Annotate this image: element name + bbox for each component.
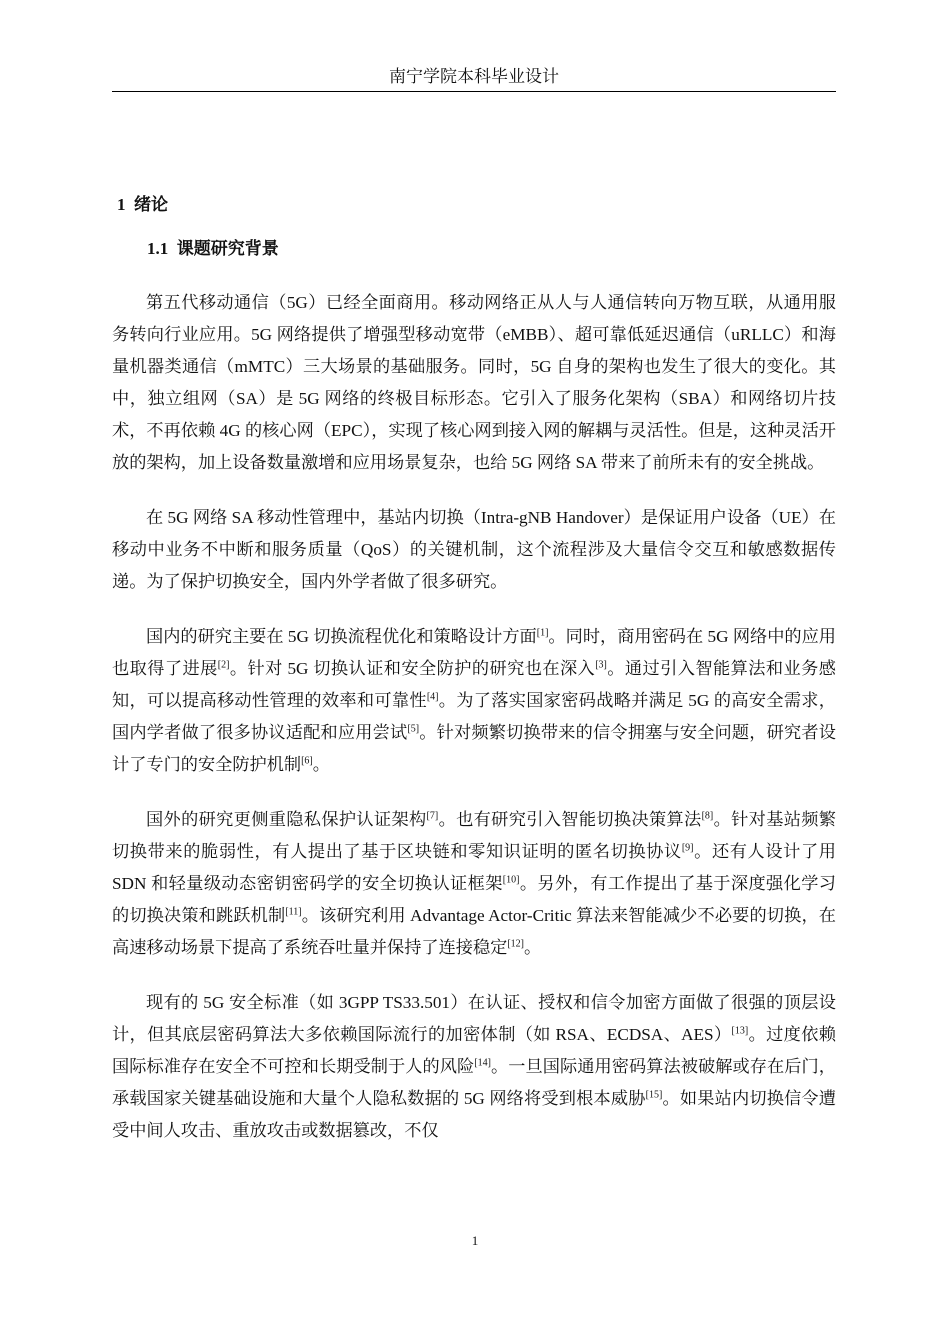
body-text: [112, 287, 836, 1170]
section-number: 1: [117, 195, 126, 214]
paragraph-text: 现有的 5G 安全标准（如 3GPP TS33.501）在认证、授权和信令加密方面做了很强的顶层设计，但其底层密码算法大多依赖国际流行的加密体制（如 RSA、ECDSA、AES）: [112, 993, 836, 1044]
subsection-heading: [147, 237, 279, 261]
citation-ref: [4]: [426, 691, 439, 703]
citation-ref: [11]: [285, 906, 302, 918]
paragraph-text: 。还有人设计了用 SDN 和轻量级动态密钥密码学的安全切换认证框架: [112, 842, 836, 893]
paragraph-text: 。针对基站频繁切换带来的脆弱性，有人提出了基于区块链和零知识证明的匿名切换协议: [112, 810, 836, 861]
citation-ref: [6]: [301, 755, 313, 767]
citation-ref: [8]: [701, 810, 714, 822]
paragraph-text: 。为了落实国家密码战略并满足 5G 的高安全需求，国内学者做了很多协议适配和应用尝试: [112, 691, 836, 742]
citation-ref: [10]: [502, 874, 520, 886]
citation-ref: [2]: [217, 659, 230, 671]
header-rule: [112, 91, 836, 92]
paragraph-text: 。: [524, 938, 542, 957]
citation-ref: [7]: [426, 810, 439, 822]
paragraph-text: 。过度依赖国际标准存在安全不可控和长期受制于人的风险: [112, 1025, 836, 1076]
paragraph-text: 。也有研究引入智能切换决策算法: [438, 810, 702, 829]
paragraph-text: 。针对 5G 切换认证和安全防护的研究也在深入: [229, 659, 596, 678]
citation-ref: [3]: [595, 659, 607, 671]
citation-ref: [1]: [536, 627, 549, 639]
citation-ref: [9]: [681, 842, 694, 854]
running-header: 南宁学院本科毕业设计: [389, 67, 559, 86]
citation-ref: [13]: [731, 1025, 749, 1037]
paragraph: [112, 804, 836, 964]
paragraph-text: 第五代移动通信（5G）已经全面商用。移动网络正从人与人通信转向万物互联，从通用服务转向行业应用。5G 网络提供了增强型移动宽带（eMBB）、超可靠低延迟通信（uRLLC）和海量机器类通信（mMTC）三大场景的基础服务。同时，5G 自身的架构也发生了很大的变化。其中，独立组网（SA）是 5G 网络的终极目标形态。它引入了服务化架构（SBA）和网络切片技术，不再依赖 4G 的核心网（EPC），实现了核心网到接入网的解耦与灵活性。但是，这种灵活开放的架构，加上设备数量激增和应用场景复杂，也给 5G 网络 SA 带来了前所未有的安全挑战。: [112, 293, 836, 472]
paragraph: [112, 621, 836, 781]
section-title: 绪论: [134, 195, 168, 214]
paragraph-text: 。该研究利用 Advantage Actor-Critic 算法来智能减少不必要的切换，在高速移动场景下提高了系统吞吐量并保持了连接稳定: [112, 906, 836, 957]
paragraph-text: 。另外，有工作提出了基于深度强化学习的切换决策和跳跃机制: [112, 874, 836, 925]
paragraph-text: 。如果站内切换信令遭受中间人攻击、重放攻击或数据篡改，不仅: [112, 1089, 836, 1140]
citation-ref: [12]: [507, 938, 524, 950]
citation-ref: [5]: [407, 723, 420, 735]
paragraph-text: 。一旦国际通用密码算法被破解或存在后门，承载国家关键基础设施和大量个人隐私数据的 5G 网络将受到根本威胁: [112, 1057, 836, 1108]
paragraph-text: 。: [312, 755, 330, 774]
section-heading: [117, 193, 168, 217]
paragraph: [112, 287, 836, 479]
paragraph-text: 。针对频繁切换带来的信令拥塞与安全问题，研究者设计了专门的安全防护机制: [112, 723, 836, 774]
paragraph: [112, 502, 836, 598]
paragraph-text: 。通过引入智能算法和业务感知，可以提高移动性管理的效率和可靠性: [112, 659, 836, 710]
paragraph-text: 。同时，商用密码在 5G 网络中的应用也取得了进展: [112, 627, 836, 678]
subsection-number: 1.1: [147, 239, 169, 258]
paragraph-text: 在 5G 网络 SA 移动性管理中，基站内切换（Intra-gNB Handover）是保证用户设备（UE）在移动中业务不中断和服务质量（QoS）的关键机制，这个流程涉及大量信令交互和敏感数据传递。为了保护切换安全，国内外学者做了很多研究。: [112, 508, 836, 591]
citation-ref: [15]: [645, 1089, 663, 1101]
paragraph: [112, 987, 836, 1147]
paragraph-text: 国外的研究更侧重隐私保护认证架构: [146, 810, 427, 829]
subsection-title: 课题研究背景: [176, 239, 279, 258]
citation-ref: [14]: [474, 1057, 491, 1069]
paragraph-text: 国内的研究主要在 5G 切换流程优化和策略设计方面: [146, 627, 537, 646]
page-number: 1: [471, 1233, 479, 1248]
